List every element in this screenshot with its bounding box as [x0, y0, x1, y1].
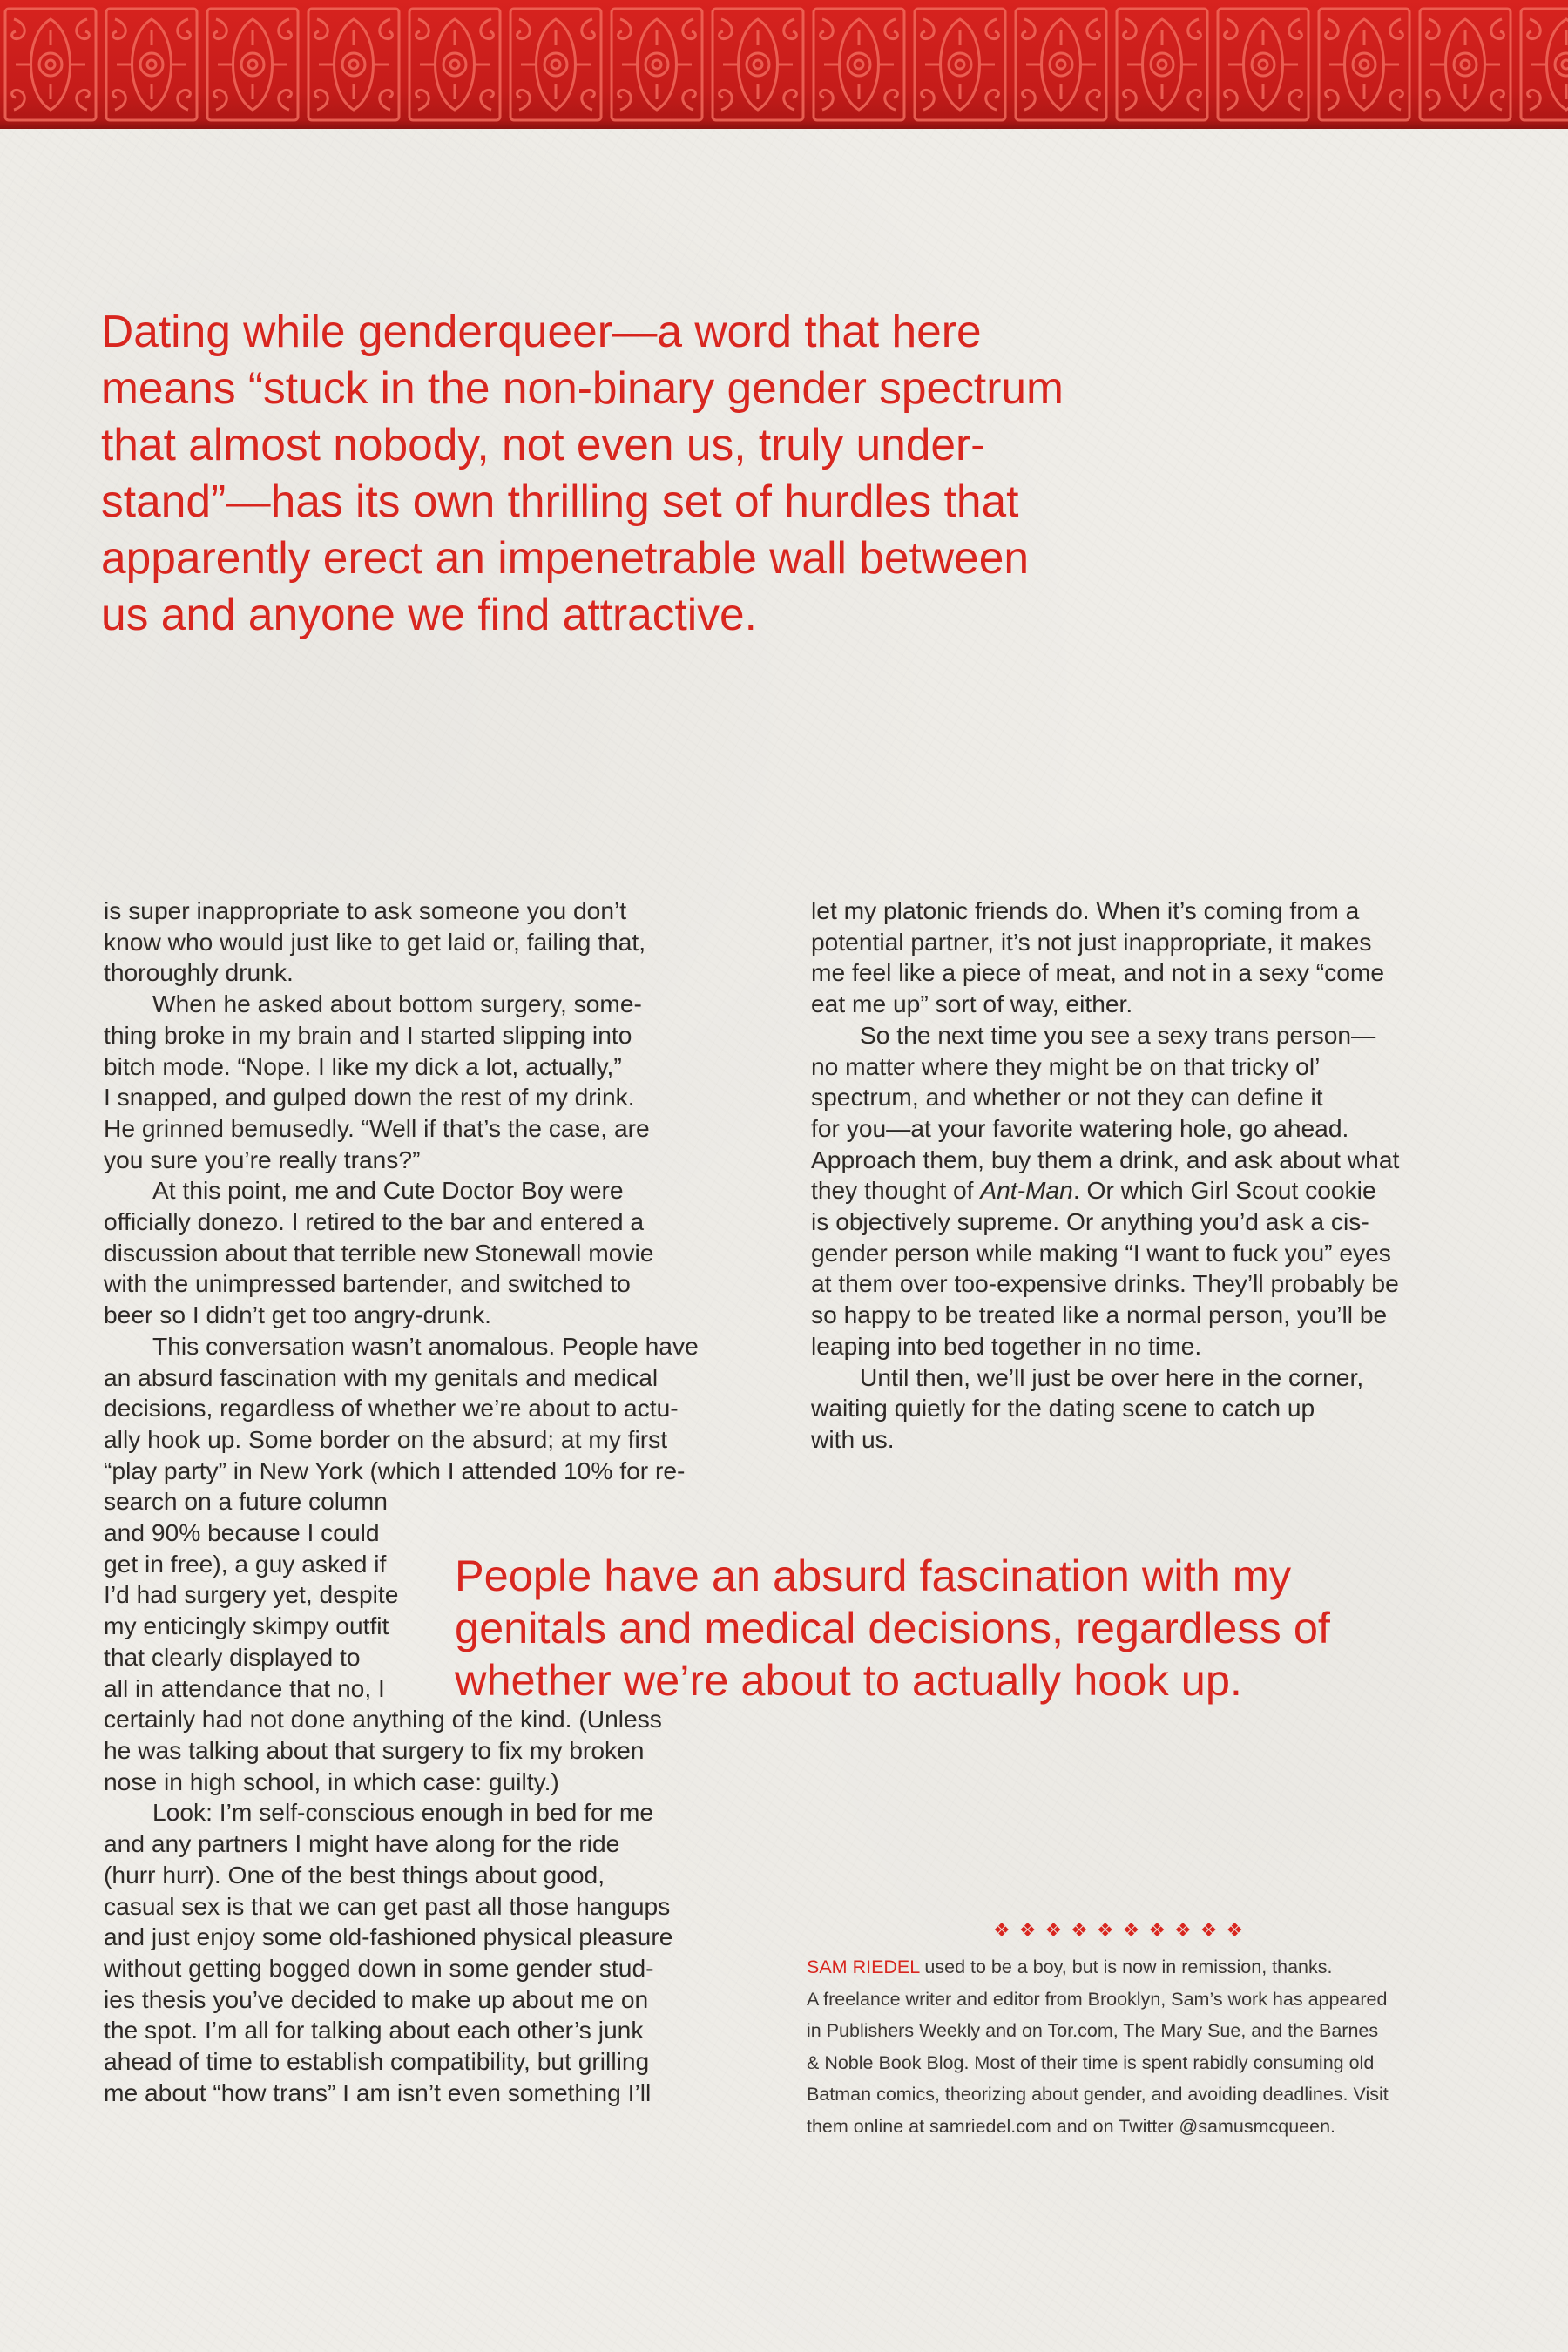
- author-name: SAM RIEDEL: [807, 1957, 920, 1977]
- body-text-line: potential partner, it’s not just inappropriate, it makes: [811, 927, 1372, 956]
- body-text-line: decisions, regardless of whether we’re about to actu-: [104, 1394, 679, 1423]
- article-column-right: [811, 896, 1399, 1456]
- body-text-line: thoroughly drunk.: [104, 958, 294, 987]
- antman-line-post: . Or which Girl Scout cookie: [1072, 1176, 1376, 1205]
- body-text-line: He grinned bemusedly. “Well if that’s the case, are: [104, 1113, 650, 1142]
- body-text-line: know who would just like to get laid or, failing that,: [104, 927, 646, 956]
- body-text-line: no matter where they might be on that tricky ol’: [811, 1051, 1321, 1080]
- banner-shadow: [0, 120, 1568, 129]
- antman-line: [811, 1175, 1399, 1206]
- body-text-line: bitch mode. “Nope. I like my dick a lot, actually,”: [104, 1051, 622, 1080]
- body-text-line: casual sex is that we can get past all those hangups: [104, 1891, 671, 1920]
- body-text-line: is objectively supreme. Or anything you’d ask a cis-: [811, 1207, 1369, 1236]
- pull-quote-line: means “stuck in the non-binary gender spectrum: [101, 362, 1064, 413]
- pull-quote-line: Dating while genderqueer—a word that here: [101, 306, 982, 356]
- top-pull-quote: [101, 303, 1233, 643]
- body-text-line: leaping into bed together in no time.: [811, 1331, 1202, 1360]
- body-text-line: “play party” in New York (which I attended 10% for re-: [104, 1456, 686, 1484]
- body-text-line: that clearly displayed to: [104, 1642, 361, 1671]
- bio-line: Batman comics, theorizing about gender, and avoiding deadlines. Visit: [807, 2084, 1389, 2105]
- bio-line: A freelance writer and editor from Brooklyn, Sam’s work has appeared: [807, 1988, 1388, 2010]
- right-column-lines-b: [811, 1206, 1399, 1456]
- body-text-line: ies thesis you’ve decided to make up about me on: [104, 1984, 649, 2013]
- body-text-line: with the unimpressed bartender, and switched to: [104, 1269, 631, 1298]
- body-text-line: gender person while making “I want to fuck you” eyes: [811, 1238, 1391, 1267]
- bio-first-line: [807, 1951, 1389, 1984]
- mid-pull-quote: [455, 1550, 1544, 1707]
- body-text-line: you sure you’re really trans?”: [104, 1145, 421, 1173]
- body-text-line: discussion about that terrible new Stonewall movie: [104, 1238, 654, 1267]
- body-text-line: for you—at your favorite watering hole, go ahead.: [811, 1113, 1349, 1142]
- body-text-line: officially donezo. I retired to the bar and entered a: [104, 1207, 645, 1236]
- body-text-line: get in free), a guy asked if: [104, 1549, 387, 1578]
- body-text-line: search on a future column: [104, 1487, 388, 1516]
- body-text-line: at them over too-expensive drinks. They’ll probably be: [811, 1269, 1399, 1298]
- body-text-line: When he asked about bottom surgery, some-: [152, 990, 642, 1018]
- body-text-line: certainly had not done anything of the kind. (Unless: [104, 1705, 662, 1734]
- body-text-line: thing broke in my brain and I started slipping into: [104, 1020, 632, 1049]
- right-column-lines-a: [811, 896, 1399, 1175]
- bio-line: & Noble Book Blog. Most of their time is spent rabidly consuming old: [807, 2051, 1375, 2073]
- body-text-line: beer so I didn’t get too angry-drunk.: [104, 1301, 491, 1329]
- body-text-line: Approach them, buy them a drink, and ask about what: [811, 1145, 1400, 1173]
- body-text-line: and 90% because I could: [104, 1518, 380, 1547]
- antman-title: Ant-Man: [980, 1176, 1073, 1205]
- ornamental-banner: [0, 0, 1568, 129]
- body-text-line: so happy to be treated like a normal person, you’ll be: [811, 1301, 1388, 1329]
- bio-first-line-rest: used to be a boy, but is now in remission, thanks.: [919, 1957, 1333, 1977]
- body-text-line: Look: I’m self-conscious enough in bed for me: [152, 1798, 654, 1827]
- ornament-pattern: [0, 0, 1568, 129]
- body-text-line: and any partners I might have along for the ride: [104, 1829, 620, 1858]
- article-column-left: [104, 896, 699, 2108]
- body-text-line: me feel like a piece of meat, and not in a sexy “come: [811, 958, 1385, 987]
- body-text-line: I snapped, and gulped down the rest of my drink.: [104, 1083, 635, 1112]
- ornament-divider-icon: ❖❖❖❖❖❖❖❖❖❖: [993, 1919, 1253, 1941]
- body-text-line: me about “how trans” I am isn’t even something I’ll: [104, 2078, 652, 2106]
- body-text-line: This conversation wasn’t anomalous. People have: [152, 1331, 699, 1360]
- bio-line: in Publishers Weekly and on Tor.com, The Mary Sue, and the Barnes: [807, 2020, 1379, 2041]
- pull-quote-line: stand”—has its own thrilling set of hurdles that: [101, 476, 1019, 526]
- bio-line: them online at samriedel.com and on Twitter @samusmcqueen.: [807, 2115, 1335, 2137]
- body-text-line: eat me up” sort of way, either.: [811, 990, 1133, 1018]
- body-text-line: he was talking about that surgery to fix my broken: [104, 1735, 645, 1764]
- body-text-line: let my platonic friends do. When it’s coming from a: [811, 896, 1360, 924]
- body-text-line: Until then, we’ll just be over here in the corner,: [860, 1362, 1364, 1391]
- body-text-line: nose in high school, in which case: guilty.): [104, 1767, 559, 1795]
- body-text-line: waiting quietly for the dating scene to catch up: [811, 1394, 1315, 1423]
- body-text-line: At this point, me and Cute Doctor Boy were: [152, 1176, 624, 1205]
- body-text-line: with us.: [811, 1424, 895, 1453]
- body-text-line: (hurr hurr). One of the best things about good,: [104, 1860, 605, 1889]
- pull-quote-line: apparently erect an impenetrable wall between: [101, 532, 1029, 583]
- body-text-line: ally hook up. Some border on the absurd; at my first: [104, 1424, 668, 1453]
- body-text-line: an absurd fascination with my genitals and medical: [104, 1362, 659, 1391]
- pull-quote-line: People have an absurd fascination with my: [455, 1551, 1292, 1600]
- body-text-line: is super inappropriate to ask someone you don’t: [104, 896, 627, 924]
- bio-lines: [807, 1984, 1389, 2143]
- body-text-line: spectrum, and whether or not they can define it: [811, 1083, 1323, 1112]
- pull-quote-line: us and anyone we find attractive.: [101, 589, 757, 639]
- body-text-line: I’d had surgery yet, despite: [104, 1580, 399, 1609]
- body-text-line: the spot. I’m all for talking about each other’s junk: [104, 2016, 644, 2044]
- body-text-line: So the next time you see a sexy trans person—: [860, 1020, 1376, 1049]
- pull-quote-line: that almost nobody, not even us, truly under-: [101, 419, 986, 470]
- body-text-line: all in attendance that no, I: [104, 1673, 385, 1702]
- pull-quote-line: genitals and medical decisions, regardless of: [455, 1603, 1330, 1652]
- body-text-line: ahead of time to establish compatibility, but grilling: [104, 2047, 650, 2076]
- antman-line-pre: they thought of: [811, 1176, 981, 1205]
- body-text-line: without getting bogged down in some gender stud-: [104, 1953, 654, 1982]
- body-text-line: my enticingly skimpy outfit: [104, 1612, 389, 1640]
- body-text-line: and just enjoy some old-fashioned physical pleasure: [104, 1923, 673, 1951]
- author-bio: [807, 1951, 1389, 2142]
- pull-quote-line: whether we’re about to actually hook up.: [455, 1655, 1242, 1705]
